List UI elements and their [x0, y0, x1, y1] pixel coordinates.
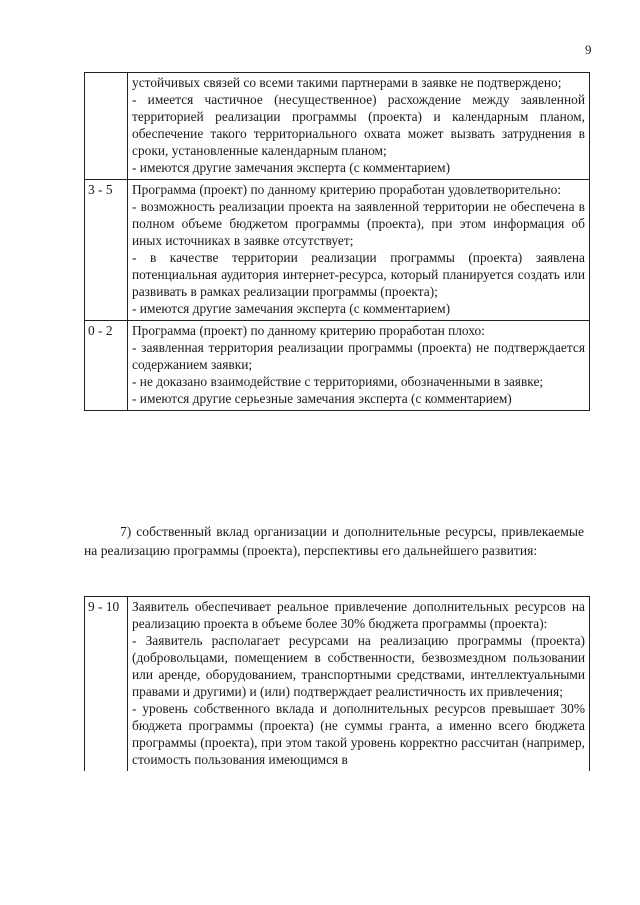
description-line: - возможность реализации проекта на заявленной территории не обеспечена в полном объеме бюджетом программы (проекта), при этом информация об иных источниках в заявке отсутствует; — [132, 199, 585, 248]
criterion-7-paragraph: 7) собственный вклад организации и дополнительные ресурсы, привлекаемые на реализацию программы (проекта), перспективы его дальнейшего развития: — [84, 524, 584, 558]
description-line: - имеется частичное (несущественное) расхождение между заявленной территорией реализации программы (проекта) и календарным планом, обеспечение такого территориального охвата может вызвать затруднения в сроки, установленные календарным планом; — [132, 92, 585, 158]
score-cell: 9 - 10 — [85, 597, 128, 772]
criteria-table-resources — [84, 596, 590, 771]
criteria-table-territory — [84, 72, 590, 411]
description-line: - в качестве территории реализации программы (проекта) заявлена потенциальная аудитория интернет-ресурса, который планируется создать или развивать в рамках реализации программы (проекта); — [132, 250, 585, 299]
description-line: Заявитель обеспечивает реальное привлечение дополнительных ресурсов на реализацию проекта в объеме более 30% бюджета программы (проекта): — [132, 599, 585, 631]
score-cell — [85, 73, 128, 180]
description-cell — [128, 321, 590, 411]
description-line: - не доказано взаимодействие с территориями, обозначенными в заявке; — [132, 374, 544, 389]
description-cell — [128, 597, 590, 772]
description-line: - имеются другие замечания эксперта (с комментарием) — [132, 301, 451, 316]
score-cell: 0 - 2 — [85, 321, 128, 411]
table-row — [85, 321, 590, 411]
description-line: устойчивых связей со всеми такими партнерами в заявке не подтверждено; — [132, 75, 562, 90]
table-row — [85, 597, 590, 772]
description-line: Программа (проект) по данному критерию проработан удовлетворительно: — [132, 182, 562, 197]
table-row — [85, 73, 590, 180]
description-line: - заявленная территория реализации программы (проекта) не подтверждается содержанием заявки; — [132, 340, 585, 372]
description-line: - имеются другие замечания эксперта (с комментарием) — [132, 160, 451, 175]
score-cell: 3 - 5 — [85, 180, 128, 321]
description-line: - уровень собственного вклада и дополнительных ресурсов превышает 30% бюджета программы (проекта) (не суммы гранта, а именно всего бюджета программы (проекта), при этом такой уровень корректно рассчитан (например, стоимость пользования имеющимся в — [132, 701, 585, 767]
description-cell — [128, 73, 590, 180]
description-line: - Заявитель располагает ресурсами на реализацию программы (проекта) (добровольцами, помещением в собственности, безвозмездном пользовании или аренде, оборудованием, транспортными средствами, интеллектуальными правами и другими) и (или) подтверждает реалистичность их привлечения; — [132, 633, 585, 699]
page-number: 9 — [585, 42, 592, 57]
table-row — [85, 180, 590, 321]
description-line: - имеются другие серьезные замечания эксперта (с комментарием) — [132, 391, 512, 406]
description-cell — [128, 180, 590, 321]
description-line: Программа (проект) по данному критерию проработан плохо: — [132, 323, 485, 338]
